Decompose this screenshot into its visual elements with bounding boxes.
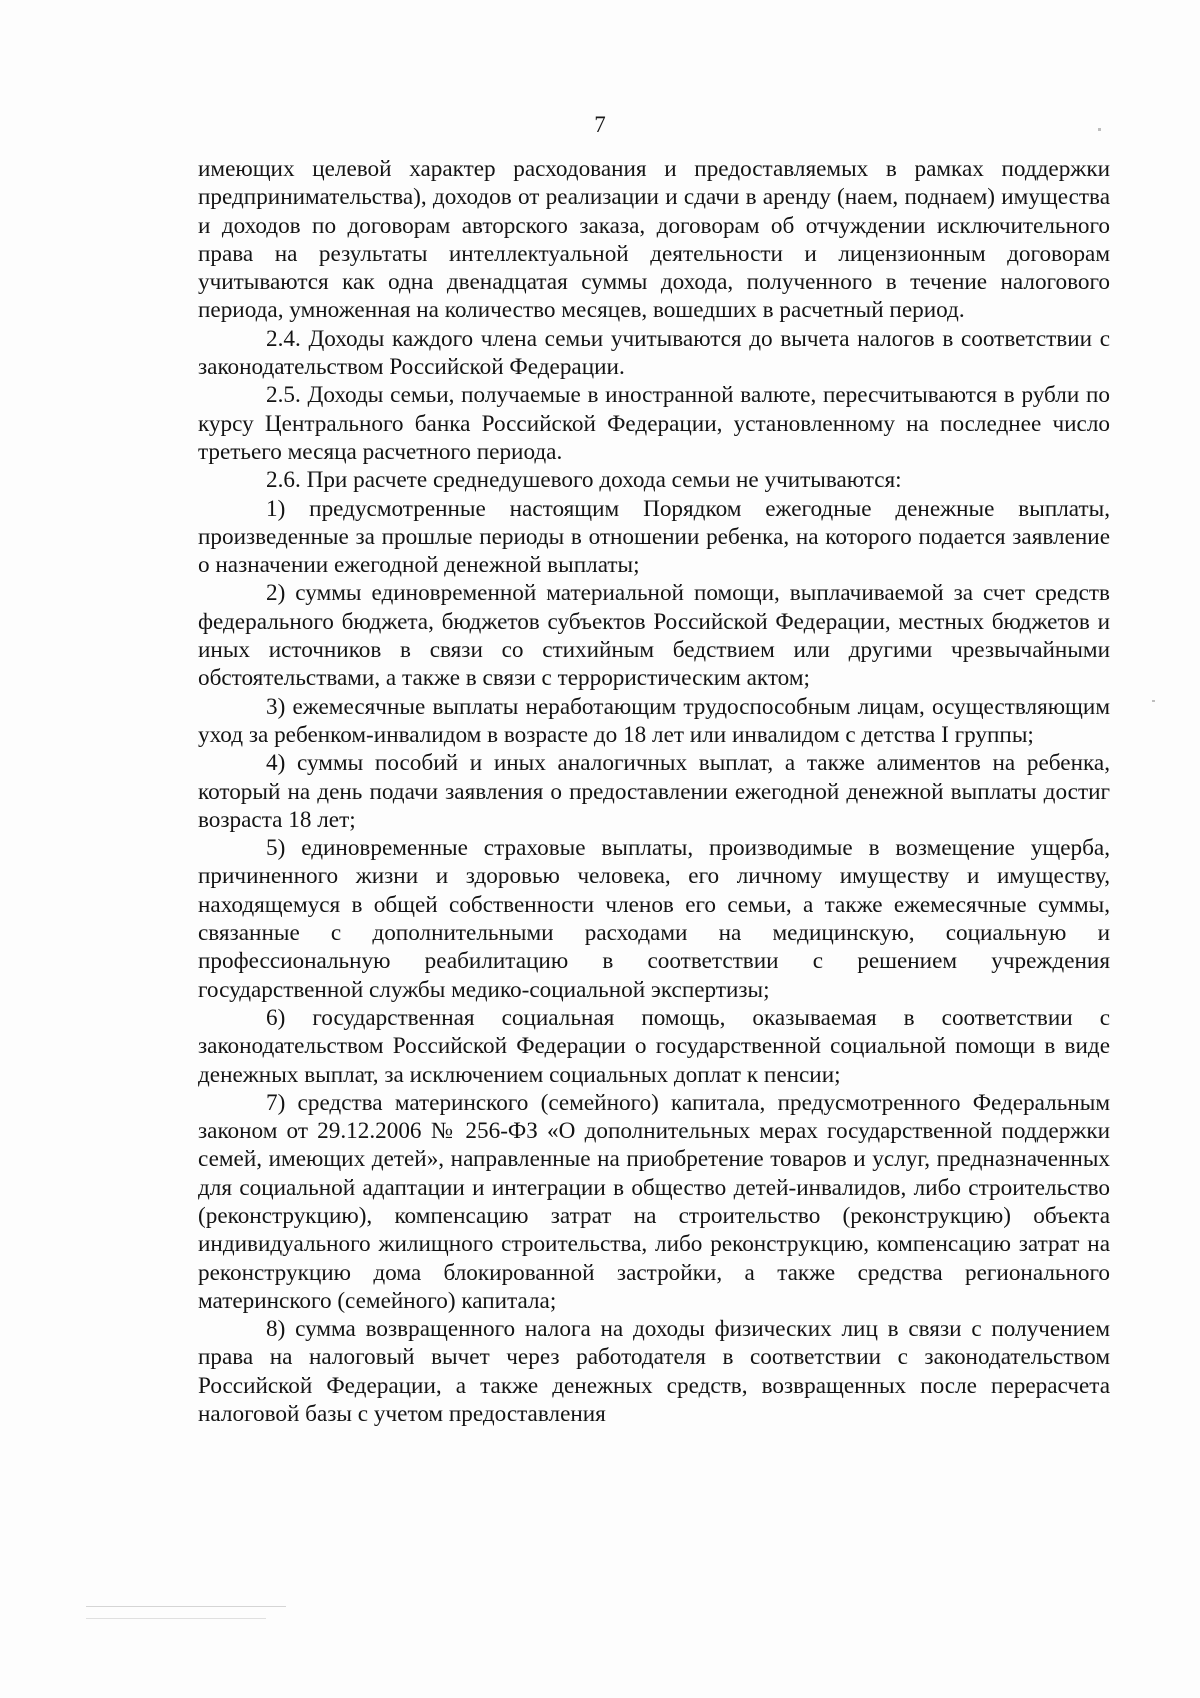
list-item-1: 1) предусмотренные настоящим Порядком ежегодные денежные выплаты, произведенные за прошлые периоды в отношении ребенка, на которого подается заявление о назначении ежегодной денежной выплаты; (198, 495, 1110, 579)
list-item-5: 5) единовременные страховые выплаты, производимые в возмещение ущерба, причиненного жизни и здоровью человека, его личному имуществу и имуществу, находящемуся в общей собственности членов его семьи, а также ежемесячные суммы, связанные с дополнительными расходами на медицинскую, социальную и профессиональную реабилитацию в соответствии с решением учреждения государственной службы медико-социальной экспертизы; (198, 835, 1110, 1003)
paragraph-continuation: имеющих целевой характер расходования и предоставляемых в рамках поддержки предпринимательства), доходов от реализации и сдачи в аренду (наем, поднаем) имущества и доходов по договорам авторского заказа, договорам об отчуждении исключительного права на результаты интеллектуальной деятельности и лицензионным договорам учитываются как одна двенадцатая суммы дохода, полученного в течение налогового периода, умноженная на количество месяцев, вошедших в расчетный период. (198, 156, 1110, 324)
paragraph-2-5: 2.5. Доходы семьи, получаемые в иностранной валюте, пересчитываются в рубли по курсу Центрального банка Российской Федерации, установленному на последнее число третьего месяца расчетного периода. (198, 382, 1110, 465)
list-item-4: 4) суммы пособий и иных аналогичных выплат, а также алиментов на ребенка, который на день подачи заявления о предоставлении ежегодной денежной выплаты достиг возраста 18 лет; (198, 750, 1110, 833)
paragraph-2-6: 2.6. При расчете среднедушевого дохода семьи не учитываются: (266, 467, 902, 494)
list-item-2: 2) суммы единовременной материальной помощи, выплачиваемой за счет средств федерального бюджета, бюджетов субъектов Российской Федерации, местных бюджетов и иных источников в связи со стихийным бедствием или другими чрезвычайными обстоятельствами, а также в связи с террористическим актом; (198, 580, 1110, 692)
list-item-8: 8) сумма возвращенного налога на доходы физических лиц в связи с получением права на налоговый вычет через работодателя в соответствии с законодательством Российской Федерации, а также денежных средств, возвращенных после перерасчета налоговой базы с учетом предоставления (198, 1316, 1110, 1428)
list-item-3: 3) ежемесячные выплаты неработающим трудоспособным лицам, осуществляющим уход за ребенком-инвалидом в возрасте до 18 лет или инвалидом с детства I группы; (198, 693, 1110, 748)
paragraph-2-4: 2.4. Доходы каждого члена семьи учитываются до вычета налогов в соответствии с законодательством Российской Федерации. (198, 325, 1110, 381)
scan-artifact (1098, 128, 1101, 131)
list-item-7: 7) средства материнского (семейного) капитала, предусмотренного Федеральным законом от 29.12.2006 № 256-ФЗ «О дополнительных мерах государственной поддержки семей, имеющих детей», направленные на приобретение товаров и услуг, предназначенных для социальной адаптации и интеграции в общество детей-инвалидов, либо строительство (реконструкцию), компенсацию затрат на строительство (реконструкцию) объекта индивидуального жилищного строительства, либо реконструкцию, компенсацию затрат на реконструкцию дома блокированной застройки, а также средства регионального материнского (семейного) капитала; (198, 1089, 1110, 1314)
list-item-6: 6) государственная социальная помощь, оказываемая в соответствии с законодательством Российской Федерации о государственной социальной помощи в виде денежных выплат, за исключением социальных доплат к пенсии; (198, 1004, 1110, 1088)
scan-artifact (1152, 700, 1155, 702)
document-body (198, 155, 1110, 1428)
scan-artifact (86, 1618, 266, 1619)
scan-artifact (86, 1606, 286, 1607)
page-number: 7 (594, 112, 606, 137)
